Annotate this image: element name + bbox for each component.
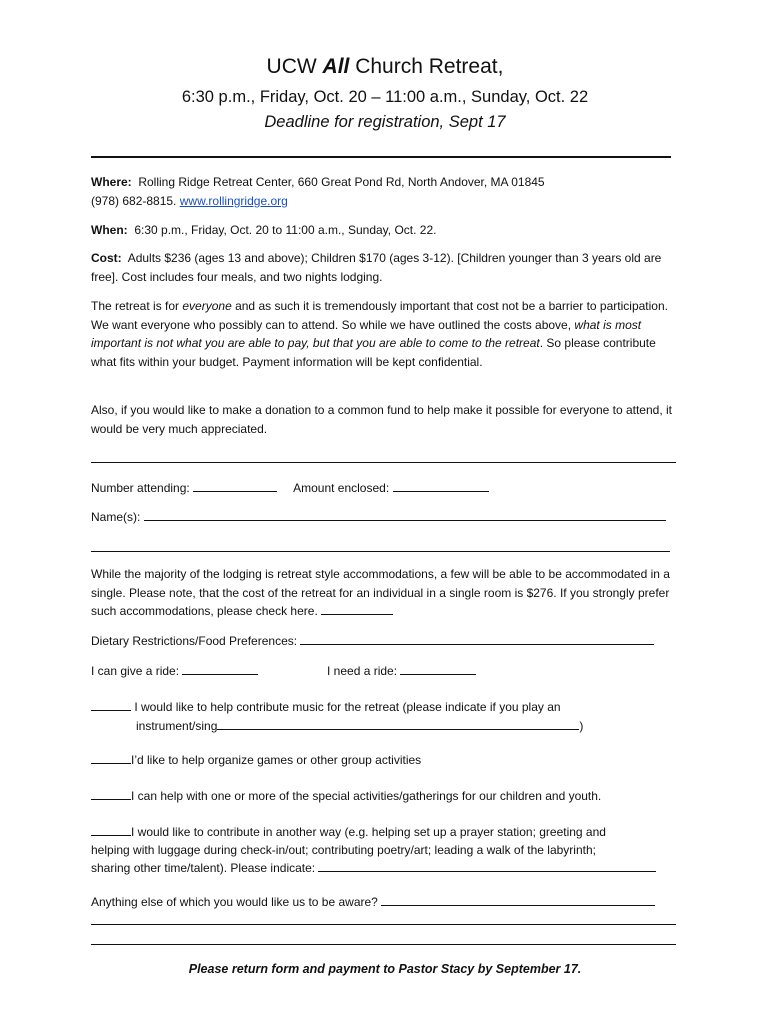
retreat-dates: 6:30 p.m., Friday, Oct. 20 – 11:00 a.m., Sunday, Oct. 22 bbox=[181, 88, 589, 106]
anything-else-label: Anything else of which you would like us to be aware? bbox=[91, 895, 378, 909]
amount-enclosed-label: Amount enclosed: bbox=[293, 481, 390, 495]
when-text: 6:30 p.m., Friday, Oct. 20 to 11:00 a.m., Sunday, Oct. 22. bbox=[134, 223, 437, 237]
where-place: Rolling Ridge Retreat Center, 660 Great Pond Rd, North Andover, MA 01845 bbox=[138, 175, 545, 189]
other-row-2: helping with luggage during check-in/out; contributing poetry/art; leading a walk of the labyrinth; bbox=[91, 843, 596, 857]
section-divider bbox=[91, 462, 676, 463]
retreat-text-3: . So please contribute what fits within your budget. Payment information will be kept confidential. bbox=[91, 336, 656, 369]
music-row bbox=[91, 698, 561, 717]
give-ride-label: I can give a ride: bbox=[91, 664, 180, 678]
where-label: Where: bbox=[91, 175, 132, 189]
anything-else-row bbox=[91, 893, 655, 912]
music-close-paren: ) bbox=[579, 719, 584, 733]
give-ride-row bbox=[91, 662, 258, 681]
where-line bbox=[91, 173, 545, 192]
number-attending-label: Number attending: bbox=[91, 481, 190, 495]
other-check-field[interactable] bbox=[91, 823, 131, 836]
retreat-text-1: The retreat is for bbox=[91, 299, 183, 313]
other-row bbox=[91, 823, 606, 842]
dietary-field[interactable] bbox=[300, 632, 654, 645]
website-link[interactable]: www.rollingridge.org bbox=[179, 194, 288, 208]
dietary-row bbox=[91, 632, 654, 651]
need-ride-field[interactable] bbox=[400, 662, 476, 675]
music-check-field[interactable] bbox=[91, 698, 131, 711]
games-text: I’d like to help organize games or other group activities bbox=[131, 753, 422, 767]
title-emphasis: All bbox=[322, 55, 350, 78]
children-text: I can help with one or more of the special activities/gatherings for our children and youth. bbox=[131, 789, 602, 803]
need-ride-row bbox=[327, 662, 476, 681]
registration-deadline: Deadline for registration, Sept 17 bbox=[264, 113, 506, 131]
single-room-checkbox-field[interactable] bbox=[321, 602, 393, 615]
other-row-3 bbox=[91, 859, 656, 878]
children-check-field[interactable] bbox=[91, 787, 131, 800]
music-row-2 bbox=[136, 717, 583, 736]
names-field-line-2[interactable] bbox=[91, 551, 670, 552]
title-prefix: UCW bbox=[266, 55, 323, 78]
give-ride-field[interactable] bbox=[182, 662, 258, 675]
attendance-row bbox=[91, 479, 489, 498]
lodging-paragraph bbox=[91, 565, 681, 621]
names-row bbox=[91, 508, 666, 527]
other-indicate-label: sharing other time/talent). Please indicate: bbox=[91, 861, 316, 875]
cost-text: Adults $236 (ages 13 and above); Children $170 (ages 3-12). [Children younger than 3 years old are free]. Cost includes four meals, and two nights lodging. bbox=[91, 251, 662, 284]
anything-else-field[interactable] bbox=[381, 893, 655, 906]
retreat-emphasis-2: what is most important is not what you are able to pay, but that you are able to come to the retreat bbox=[91, 317, 642, 350]
music-instrument-label: instrument/sing bbox=[136, 719, 218, 733]
header-divider bbox=[91, 156, 671, 158]
page-title bbox=[0, 55, 770, 79]
names-field[interactable] bbox=[144, 508, 666, 521]
donation-paragraph: Also, if you would like to make a donation to a common fund to help make it possible for everyone to attend, it would be very much appreciated. bbox=[91, 403, 672, 436]
retreat-emphasis-1: everyone bbox=[182, 299, 232, 313]
number-attending-field[interactable] bbox=[193, 479, 277, 492]
other-text-1: I would like to contribute in another way (e.g. helping set up a prayer station; greeting and bbox=[131, 825, 606, 839]
cost-label: Cost: bbox=[91, 251, 122, 265]
anything-else-line-3[interactable] bbox=[91, 944, 676, 945]
children-row bbox=[91, 787, 601, 806]
other-indicate-field[interactable] bbox=[318, 859, 656, 872]
anything-else-line-2[interactable] bbox=[91, 924, 676, 925]
need-ride-label: I need a ride: bbox=[327, 664, 398, 678]
names-label: Name(s): bbox=[91, 510, 141, 524]
title-suffix: Church Retreat, bbox=[349, 55, 504, 78]
music-text: I would like to help contribute music for the retreat (please indicate if you play an bbox=[134, 700, 561, 714]
return-instructions: Please return form and payment to Pastor Stacy by September 17. bbox=[188, 962, 582, 976]
music-instrument-field[interactable] bbox=[217, 717, 579, 730]
when-label: When: bbox=[91, 223, 128, 237]
games-check-field[interactable] bbox=[91, 751, 131, 764]
retreat-text-2: and as such it is tremendously important that cost not be a barrier to participation. We want everyone who possibly can to attend. So while we have outlined the costs above, bbox=[91, 299, 668, 332]
when-line bbox=[91, 221, 436, 240]
retreat-paragraph bbox=[91, 297, 681, 371]
phone-number: (978) 682-8815. bbox=[91, 194, 177, 208]
cost-paragraph bbox=[91, 249, 681, 286]
dietary-label: Dietary Restrictions/Food Preferences: bbox=[91, 634, 298, 648]
games-row bbox=[91, 751, 421, 770]
contact-line bbox=[91, 192, 288, 211]
amount-enclosed-field[interactable] bbox=[393, 479, 489, 492]
lodging-text: While the majority of the lodging is retreat style accommodations, a few will be able to be accommodated in a single. Please note, that the cost of the retreat for an individual in a single room is $276. If you strongly prefer such accommodations, please check here. bbox=[91, 567, 670, 618]
